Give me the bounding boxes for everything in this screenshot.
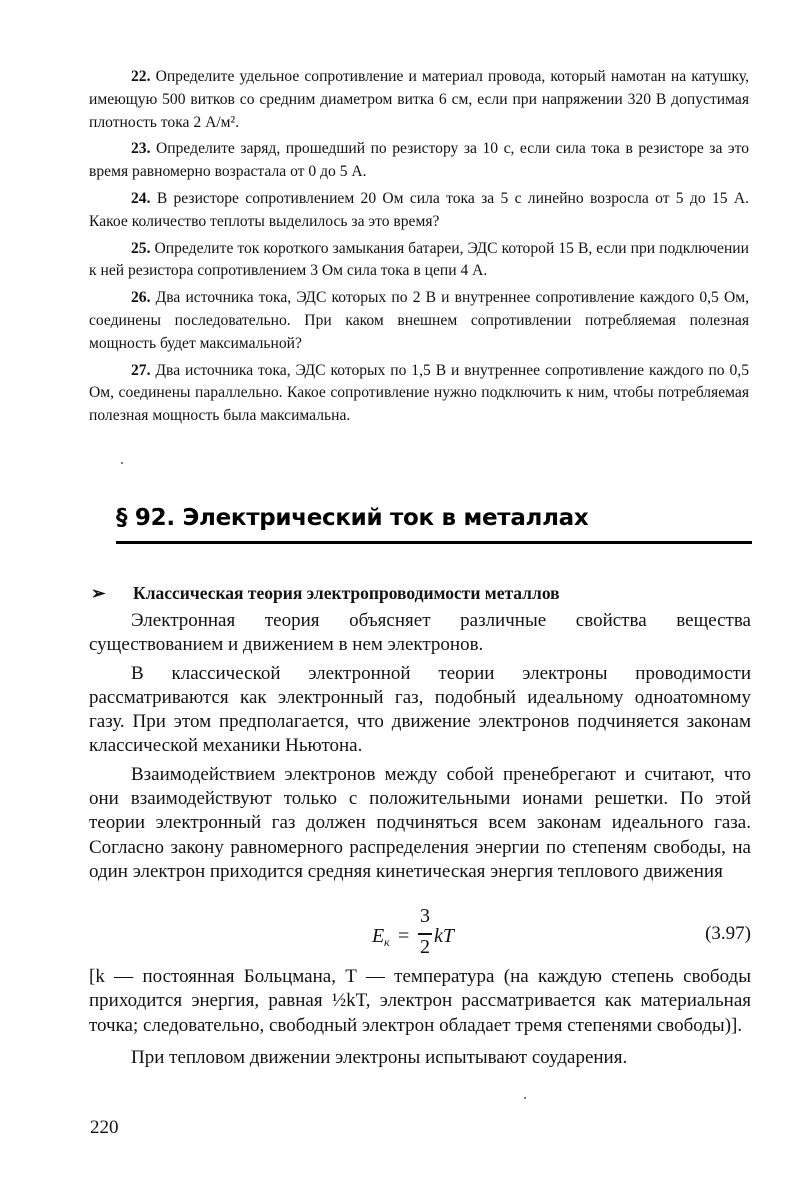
- fraction-numerator: 3: [420, 905, 430, 927]
- problem-text: В резисторе сопротивлением 20 Ом сила тока за 5 с линейно возросла от 5 до 15 А. Какое количество теплоты выделилось за это время?: [89, 189, 749, 230]
- subsection-heading: [91, 583, 751, 604]
- problem-number: 23.: [131, 140, 151, 158]
- problem-text: Определите ток короткого замыкания батареи, ЭДС которой 15 В, если при подключении к ней резистора сопротивлением 3 Ом сила тока в цепи 4 А.: [89, 239, 749, 280]
- problem-number: 27.: [131, 361, 151, 379]
- paragraph: При тепловом движении электроны испытывают соударения.: [131, 1046, 628, 1068]
- problem-23: [89, 138, 749, 184]
- page-number: 220: [90, 1117, 119, 1138]
- kt-term: kT: [434, 925, 454, 947]
- scan-speck: [524, 1097, 526, 1099]
- problem-number: 22.: [131, 68, 151, 85]
- body-text-continued: [89, 965, 751, 1078]
- problem-text: Два источника тока, ЭДС которых по 2 В и внутреннее сопротивление каждого 0,5 Ом, соединены последовательно. При каком внешнем сопротивлении потребляемая полезная мощность будет максимальной?: [89, 289, 749, 352]
- section-title: § 92. Электрический ток в металлах: [116, 505, 589, 531]
- equation-3-97: [89, 905, 751, 965]
- energy-subscript: к: [384, 935, 390, 949]
- section-rule: [116, 541, 752, 544]
- scan-speck: [121, 462, 123, 464]
- problem-text: Определите удельное сопротивление и материал провода, который намотан на катушку, имеющую 500 витков со средним диаметром витка 6 см, если при напряжении 320 В допустимая плотность тока 2 А/м².: [89, 68, 749, 131]
- paragraph: [k — постоянная Больцмана, T — температура (на каждую степень свободы приходится энергия, равная ½kT, электрон рассматривается как материальная точка; следовательно, свободный электрон обладает тремя степенями свободы)].: [89, 966, 751, 1036]
- equals-sign: =: [398, 925, 410, 947]
- problem-text: Определите заряд, прошедший по резистору за 10 с, если сила тока в резисторе за это время равномерно возрастала от 0 до 5 А.: [89, 140, 749, 181]
- problem-24: [89, 188, 749, 234]
- problem-number: 25.: [131, 239, 151, 257]
- paragraph: Электронная теория объясняет различные свойства вещества существованием и движением в нем электронов.: [89, 610, 751, 656]
- problem-22: [89, 66, 749, 134]
- problem-number: 24.: [131, 189, 151, 207]
- fraction-bar: [418, 933, 432, 935]
- subsection-title: Классическая теория электропроводимости металлов: [133, 583, 560, 603]
- problem-text: Два источника тока, ЭДС которых по 1,5 В и внутреннее сопротивление каждого по 0,5 Ом, соединены параллельно. Какое сопротивление нужно подключить к ним, чтобы потребляемая полезная мощность была максимальна.: [89, 361, 749, 425]
- paragraph: В классической электронной теории электроны проводимости рассматриваются как электронный газ, подобный идеальному одноатомному газу. При этом предполагается, что движение электронов подчиняется законам классической механики Ньютона.: [89, 662, 751, 757]
- problem-list: [89, 66, 749, 432]
- problem-26: [89, 287, 749, 355]
- fraction-denominator: 2: [420, 936, 430, 958]
- energy-symbol: E: [372, 925, 385, 947]
- paragraph: Взаимодействием электронов между собой пренебрегают и считают, что они взаимодействуют только с положительными ионами решетки. По этой теории электронный газ должен подчиняться всем законам идеального газа. Согласно закону равномерного распределения энергии по степеням свободы, на один электрон приходится средняя кинетическая энергия теплового движения: [89, 763, 751, 882]
- equation-number: (3.97): [705, 923, 751, 944]
- problem-number: 26.: [131, 289, 151, 307]
- arrow-bullet-icon: ➢: [91, 583, 106, 603]
- problem-27: [89, 360, 749, 428]
- problem-25: [89, 238, 749, 284]
- body-text: [89, 609, 751, 888]
